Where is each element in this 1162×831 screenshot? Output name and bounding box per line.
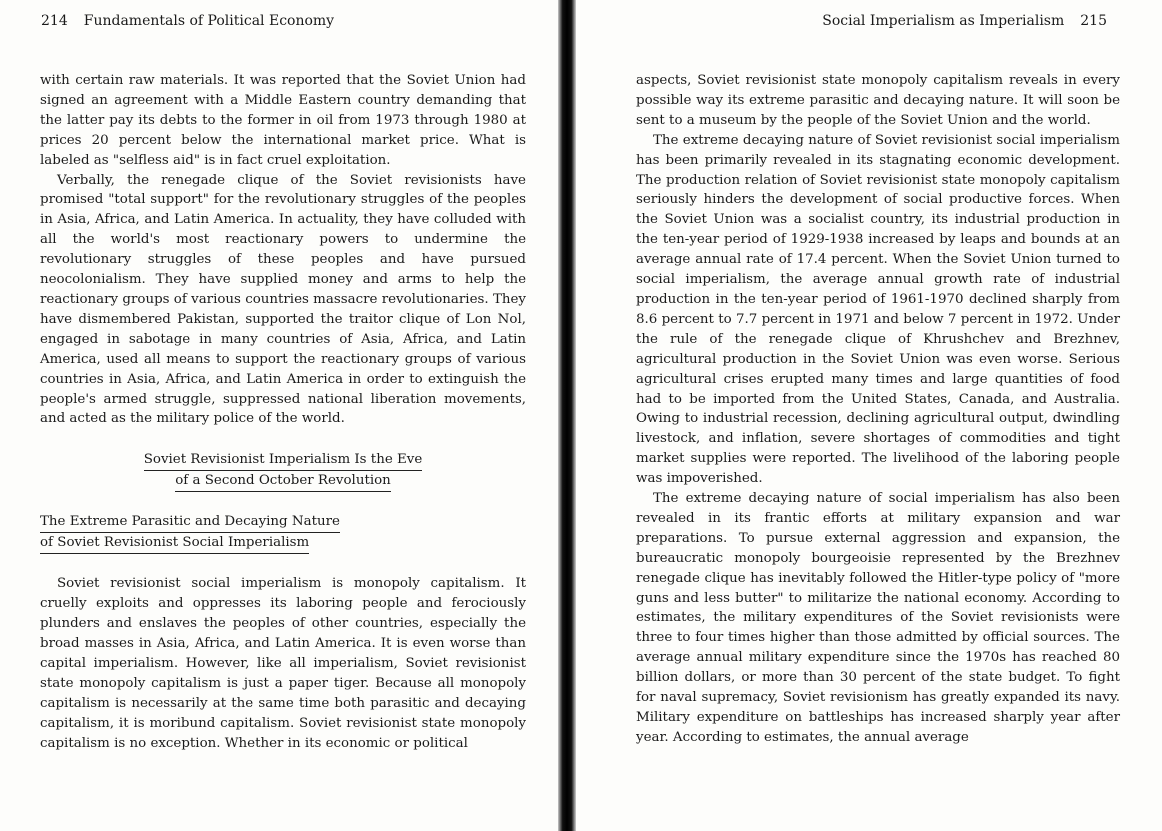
section-title bbox=[40, 450, 526, 492]
right-running-head bbox=[822, 11, 1107, 31]
left-page-number: 214 bbox=[41, 13, 68, 29]
right-page-number: 215 bbox=[1080, 13, 1107, 29]
right-running-title: Social Imperialism as Imperialism bbox=[822, 13, 1065, 29]
left-paragraph-2: Verbally, the renegade clique of the Soviet revisionists have promised "total support" for the revolutionary struggles of the peoples in Asia, Africa, and Latin America. In actuality, they have colluded with all the world's most reactionary powers to undermine the revolutionary struggles of these peoples and have pursued neocolonialism. They have supplied money and arms to help the reactionary groups of various countries massacre revolutionaries. They have dismembered Pakistan, supported the traitor clique of Lon Nol, engaged in sabotage in many countries of Asia, Africa, and Latin America, used all means to support the reactionary groups of various countries in Asia, Africa, and Latin America in order to extinguish the people's armed struggle, suppressed national liberation movements, and acted as the military police of the world. bbox=[40, 172, 526, 427]
left-paragraph-3: Soviet revisionist social imperialism is monopoly capitalism. It cruelly exploits and oppresses its laboring people and ferociously plunders and enslaves the peoples of other countries, especially the broad masses in Asia, Africa, and Latin America. It is even worse than capital imperialism. However, like all imperialism, Soviet revisionist state monopoly capitalism is just a paper tiger. Because all monopoly capitalism is necessarily at the same time both parasitic and decaying capitalism, it is moribund capitalism. Soviet revisionist state monopoly capitalism is no exception. Whether in its economic or political bbox=[40, 576, 526, 751]
right-paragraph-1: aspects, Soviet revisionist state monopoly capitalism reveals in every possible way its extreme parasitic and decaying nature. It will soon be sent to a museum by the people of the Soviet Union and the world. bbox=[636, 73, 1120, 128]
right-paragraph-2: The extreme decaying nature of Soviet revisionist social imperialism has been primarily revealed in its stagnating economic development. The production relation of Soviet revisionist state monopoly capitalism seriously hinders the development of social productive forces. When the Soviet Union was a socialist country, its industrial production in the ten-year period of 1929-1938 increased by leaps and bounds at an average annual rate of 17.4 percent. When the Soviet Union turned to social imperialism, the average annual growth rate of industrial production in the ten-year period of 1961-1970 declined sharply from 8.6 percent to 7.7 percent in 1971 and below 7 percent in 1972. Under the rule of the renegade clique of Khrushchev and Brezhnev, agricultural production in the Soviet Union was even worse. Serious agricultural crises erupted many times and large quantities of food had to be imported from the United States, Canada, and Australia. Owing to industrial recession, declining agricultural output, dwindling livestock, and inflation, severe shortages of commodities and tight market supplies were reported. The livelihood of the laboring people was impoverished. bbox=[636, 132, 1120, 487]
section-title-line-2: of a Second October Revolution bbox=[175, 471, 391, 492]
right-page bbox=[576, 0, 1162, 831]
left-page bbox=[0, 0, 558, 831]
subsection-title bbox=[40, 512, 526, 554]
right-body-text bbox=[636, 71, 1120, 748]
left-running-head bbox=[41, 11, 334, 31]
left-running-title: Fundamentals of Political Economy bbox=[83, 13, 335, 29]
section-title-line-1: Soviet Revisionist Imperialism Is the Eve bbox=[144, 450, 423, 471]
book-gutter bbox=[558, 0, 576, 831]
left-body-text bbox=[40, 71, 526, 753]
subsection-title-line-2: of Soviet Revisionist Social Imperialism bbox=[40, 533, 309, 554]
right-paragraph-3: The extreme decaying nature of social imperialism has also been revealed in its frantic efforts at military expansion and war preparations. To pursue external aggression and expansion, the bureaucratic monopoly bourgeoisie represented by the Brezhnev renegade clique has inevitably followed the Hitler-type policy of "more guns and less butter" to militarize the national economy. According to estimates, the military expenditures of the Soviet revisionists were three to four times higher than those admitted by official sources. The average annual military expenditure since the 1970s has reached 80 billion dollars, or more than 30 percent of the state budget. To fight for naval supremacy, Soviet revisionism has greatly expanded its navy. Military expenditure on battleships has increased sharply year after year. According to estimates, the annual average bbox=[636, 491, 1120, 745]
subsection-title-line-1: The Extreme Parasitic and Decaying Nature bbox=[40, 512, 340, 533]
left-paragraph-1: with certain raw materials. It was reported that the Soviet Union had signed an agreement with a Middle Eastern country demanding that the latter pay its debts to the former in oil from 1973 through 1980 at prices 20 percent below the international market price. What is labeled as "selfless aid" is in fact cruel exploitation. bbox=[40, 73, 526, 168]
